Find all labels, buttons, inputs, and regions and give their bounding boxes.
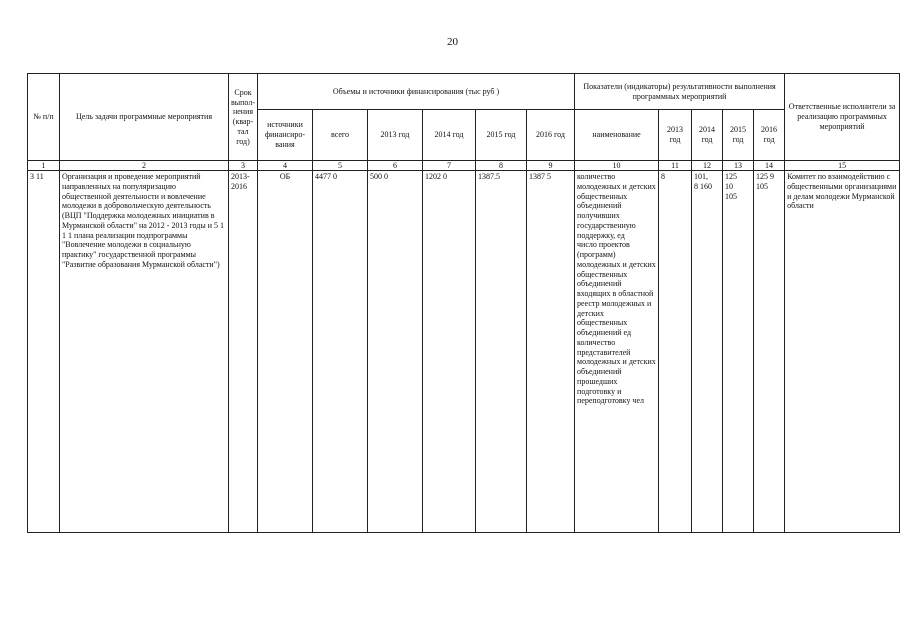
- header-indicator-2014: 2014 год: [692, 110, 723, 161]
- row-year-2015: 1387.5: [476, 171, 527, 533]
- row-indicator-2013: 8: [659, 171, 692, 533]
- row-number: 3 11: [28, 171, 60, 533]
- column-number: 4: [258, 161, 313, 171]
- column-number: 6: [368, 161, 423, 171]
- row-indicator-name: количество молодежных и детских общественных объединений получивших государственную поддержку, ед число проектов (программ) молодежных и детских общественных объединений входящих в областной реестр молодежных и детских общественных объединений ед количество представителей молодежных и детских объединений прошедших подготовку и переподготовку чел: [575, 171, 659, 533]
- row-total: 4477 0: [313, 171, 368, 533]
- column-number: 3: [229, 161, 258, 171]
- page-number: 20: [447, 36, 458, 48]
- row-year-2013: 500 0: [368, 171, 423, 533]
- row-source: ОБ: [258, 171, 313, 533]
- row-year-2016: 1387 5: [527, 171, 575, 533]
- table-row: [28, 171, 900, 533]
- column-number: 15: [785, 161, 900, 171]
- header-year-2014: 2014 год: [423, 110, 476, 161]
- header-indicators-group: Показатели (индикаторы) результативности выполнения программных мероприятий: [575, 74, 785, 110]
- row-indicator-2016: 125 9 105: [754, 171, 785, 533]
- column-number: 11: [659, 161, 692, 171]
- header-financing-group: Объемы и источники финансирования (тыс руб ): [258, 74, 575, 110]
- column-number: 5: [313, 161, 368, 171]
- row-goal: Организация и проведение мероприятий направленных на популяризацию общественной деятельности и вовлечение молодежи в добровольческую деятельность (ВЦП "Поддержка молодежных инициатив в Мурманской области" на 2012 - 2013 годы и 5 1 1 1 плана реализации подпрограммы "Вовлечение молодежи в социальную практику" государственной программы "Развитие образования Мурманской области"): [60, 171, 229, 533]
- row-responsible: Комитет по взаимодействию с общественными организациями и делам молодежи Мурманской области: [785, 171, 900, 533]
- header-year-2015: 2015 год: [476, 110, 527, 161]
- row-year-2014: 1202 0: [423, 171, 476, 533]
- column-number: 9: [527, 161, 575, 171]
- row-indicator-2014: 101, 8 160: [692, 171, 723, 533]
- header-indicator-name: наименование: [575, 110, 659, 161]
- row-indicator-2015: 125 10 105: [723, 171, 754, 533]
- column-number: 2: [60, 161, 229, 171]
- header-total: всего: [313, 110, 368, 161]
- column-number: 10: [575, 161, 659, 171]
- column-number: 14: [754, 161, 785, 171]
- header-indicator-2013: 2013 год: [659, 110, 692, 161]
- program-table: [27, 73, 900, 533]
- header-year-2016: 2016 год: [527, 110, 575, 161]
- header-goal: Цель задачи программные мероприятия: [60, 74, 229, 161]
- header-number: № п/п: [28, 74, 60, 161]
- header-indicator-2016: 2016 год: [754, 110, 785, 161]
- column-number-row: [28, 161, 900, 171]
- header-term: Срок выпол-нения (квар-тал год): [229, 74, 258, 161]
- header-responsible: Ответственные исполнители за реализацию программных мероприятий: [785, 74, 900, 161]
- column-number: 13: [723, 161, 754, 171]
- column-number: 7: [423, 161, 476, 171]
- column-number: 8: [476, 161, 527, 171]
- header-year-2013: 2013 год: [368, 110, 423, 161]
- row-term: 2013- 2016: [229, 171, 258, 533]
- column-number: 1: [28, 161, 60, 171]
- header-indicator-2015: 2015 год: [723, 110, 754, 161]
- header-sources: источники финансиро-вания: [258, 110, 313, 161]
- column-number: 12: [692, 161, 723, 171]
